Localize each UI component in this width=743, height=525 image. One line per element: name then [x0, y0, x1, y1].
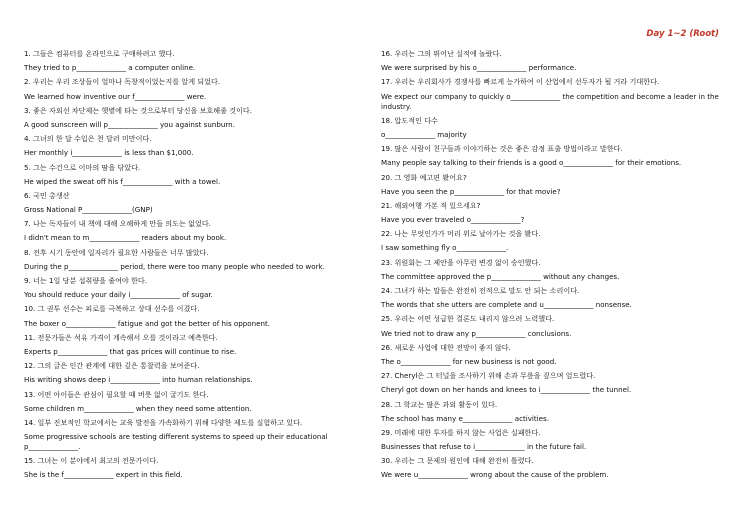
english-blank-sentence: o______________ majority — [381, 129, 467, 139]
korean-sentence: 17. 우리는 우리회사가 경쟁사를 빠르게 능가하여 이 산업에서 선두자가 될 거라 기대한다. — [381, 77, 660, 87]
english-blank-sentence: I didn't mean to m______________ readers about my book. — [24, 233, 227, 243]
korean-sentence: 25. 우리는 어떤 성급한 결론도 내리지 않으려 노력했다. — [381, 314, 555, 324]
korean-sentence: 5. 그는 수건으로 이마의 땀을 닦았다. — [24, 162, 141, 172]
korean-sentence: 14. 일부 진보적인 학교에서는 교육 발전을 가속화하기 위해 다양한 제도를 실험하고 있다. — [24, 417, 303, 427]
korean-sentence: 21. 해외여행 가본 적 있으세요? — [381, 200, 481, 210]
korean-sentence: 4. 그녀의 한 달 수입은 천 달러 미만이다. — [24, 134, 152, 144]
question-item — [381, 428, 721, 452]
english-blank-sentence: He wiped the sweat off his f______________ with a towel. — [24, 176, 221, 186]
question-item — [24, 276, 370, 300]
question-item — [24, 163, 370, 187]
english-blank-sentence: Her monthly i______________ is less than $1,000. — [24, 148, 194, 158]
question-item — [381, 400, 721, 424]
question-item — [24, 219, 370, 243]
right-column — [381, 49, 721, 485]
english-blank-sentence: She is the f______________ expert in this field. — [24, 470, 183, 480]
question-item — [381, 229, 721, 253]
english-blank-sentence: You should reduce your daily i______________ of sugar. — [24, 290, 213, 300]
english-blank-sentence: Have you seen the p______________ for that movie? — [381, 186, 561, 196]
question-item — [24, 390, 370, 414]
english-blank-sentence: I saw something fly o______________. — [381, 243, 509, 253]
english-blank-sentence: The words that she utters are complete and u______________ nonsense. — [381, 300, 632, 310]
korean-sentence: 28. 그 학교는 많은 과외 활동이 있다. — [381, 399, 498, 409]
english-blank-sentence: We expect our company to quickly o______________ the competition and become a leader in the industry. — [381, 91, 719, 111]
question-item — [381, 343, 721, 367]
question-item — [24, 49, 370, 73]
page-header-title: Day 1~2 (Root) — [646, 29, 719, 39]
english-blank-sentence: We were u______________ wrong about the cause of the problem. — [381, 470, 609, 480]
korean-sentence: 12. 그의 글은 인간 관계에 대한 깊은 통찰력을 보여준다. — [24, 361, 200, 371]
korean-sentence: 19. 많은 사람이 친구들과 이야기하는 것은 좋은 감정 표출 방법이라고 말한다. — [381, 144, 623, 154]
korean-sentence: 10. 그 권투 선수는 피로를 극복하고 상대 선수를 이겼다. — [24, 304, 200, 314]
question-item — [24, 456, 370, 480]
english-blank-sentence: The boxer o______________ fatigue and got the better of his opponent. — [24, 318, 270, 328]
korean-sentence: 15. 그녀는 이 분야에서 최고의 전문가이다. — [24, 456, 159, 466]
english-blank-sentence: The school has many e______________ activities. — [381, 413, 549, 423]
english-blank-sentence: We learned how inventive our f______________ were. — [24, 91, 207, 101]
english-blank-sentence: The committee approved the p______________ without any changes. — [381, 271, 620, 281]
question-item — [24, 418, 370, 452]
english-blank-sentence: Cheryl got down on her hands and knees to i______________ the tunnel. — [381, 385, 632, 395]
korean-sentence: 1. 그들은 컴퓨터를 온라인으로 구매하려고 했다. — [24, 49, 175, 58]
english-blank-sentence: We were surprised by his o______________ performance. — [381, 63, 577, 73]
english-blank-sentence: Many people say talking to their friends is a good o______________ for their emotions. — [381, 158, 682, 168]
korean-sentence: 22. 나는 무엇인가가 머리 위로 날아가는 것을 봤다. — [381, 229, 541, 239]
question-item — [381, 77, 721, 111]
question-item — [381, 201, 721, 225]
korean-sentence: 7. 나는 독자들이 내 책에 대해 오해하게 만들 의도는 없었다. — [24, 219, 211, 229]
korean-sentence: 3. 좋은 자외선 차단제는 햇볕에 타는 것으로부터 당신을 보호해줄 것이다. — [24, 105, 253, 115]
question-item — [24, 333, 370, 357]
english-blank-sentence: The o______________ for new business is not good. — [381, 356, 557, 366]
korean-sentence: 6. 국민 총생산 — [24, 190, 70, 200]
english-blank-sentence: His writing shows deep i______________ into human relationships. — [24, 375, 253, 385]
question-item — [381, 144, 721, 168]
question-item — [24, 304, 370, 328]
english-blank-sentence: Businesses that refuse to i______________ in the future fail. — [381, 442, 587, 452]
korean-sentence: 20. 그 영화 예고편 봤어요? — [381, 172, 467, 182]
korean-sentence: 2. 우리는 우리 조상들이 얼마나 독창적이었는지를 알게 되었다. — [24, 77, 221, 87]
question-item — [381, 116, 721, 140]
question-item — [381, 456, 721, 480]
question-item — [24, 191, 370, 215]
korean-sentence: 13. 어떤 아이들은 관심이 필요할 때 버릇 없이 굴기도 한다. — [24, 389, 209, 399]
english-blank-sentence: Have you ever traveled o______________? — [381, 215, 525, 225]
question-item — [381, 314, 721, 338]
korean-sentence: 23. 위원회는 그 제안을 아무런 변경 없이 승인했다. — [381, 257, 541, 267]
korean-sentence: 24. 그녀가 하는 말들은 완전히 전적으로 말도 안 되는 소리이다. — [381, 286, 580, 295]
question-item — [24, 106, 370, 130]
question-item — [381, 258, 721, 282]
english-blank-sentence: Experts p______________ that gas prices will continue to rise. — [24, 346, 237, 356]
question-item — [24, 134, 370, 158]
left-column — [24, 49, 370, 485]
korean-sentence: 29. 미래에 대한 투자를 하지 않는 사업은 실패한다. — [381, 427, 541, 437]
english-blank-sentence: They tried to p______________ a computer online. — [24, 63, 196, 73]
question-item — [381, 173, 721, 197]
english-blank-sentence: A good sunscreen will p______________ you against sunburn. — [24, 119, 235, 129]
korean-sentence: 16. 우리는 그의 뛰어난 실적에 놀랐다. — [381, 49, 502, 58]
korean-sentence: 18. 압도적인 다수 — [381, 115, 438, 125]
question-item — [24, 77, 370, 101]
korean-sentence: 8. 전후 시기 동안에 일자리가 필요한 사람들은 너무 많았다. — [24, 247, 209, 257]
english-blank-sentence: During the p______________ period, there were too many people who needed to work. — [24, 261, 325, 271]
english-blank-sentence: Gross National P______________(GNP) — [24, 205, 153, 215]
question-item — [381, 286, 721, 310]
question-item — [381, 371, 721, 395]
english-blank-sentence: Some children m______________ when they need some attention. — [24, 403, 252, 413]
korean-sentence: 27. Cheryl은 그 터널을 조사하기 위해 손과 무릎을 짚으며 엎드렸다. — [381, 371, 596, 381]
english-blank-sentence: We tried not to draw any p______________ conclusions. — [381, 328, 572, 338]
question-item — [381, 49, 721, 73]
korean-sentence: 11. 전문가들은 석유 가격이 계속해서 오를 것이라고 예측한다. — [24, 332, 218, 342]
korean-sentence: 9. 너는 1일 당분 섭취량을 줄여야 한다. — [24, 276, 148, 285]
korean-sentence: 26. 새로운 사업에 대한 전망이 좋지 않다. — [381, 342, 511, 352]
question-item — [24, 248, 370, 272]
korean-sentence: 30. 우리는 그 문제의 원인에 대해 완전히 틀렸다. — [381, 456, 534, 466]
english-blank-sentence: Some progressive schools are testing different systems to speed up their educational p______________. — [24, 432, 328, 452]
question-item — [24, 361, 370, 385]
